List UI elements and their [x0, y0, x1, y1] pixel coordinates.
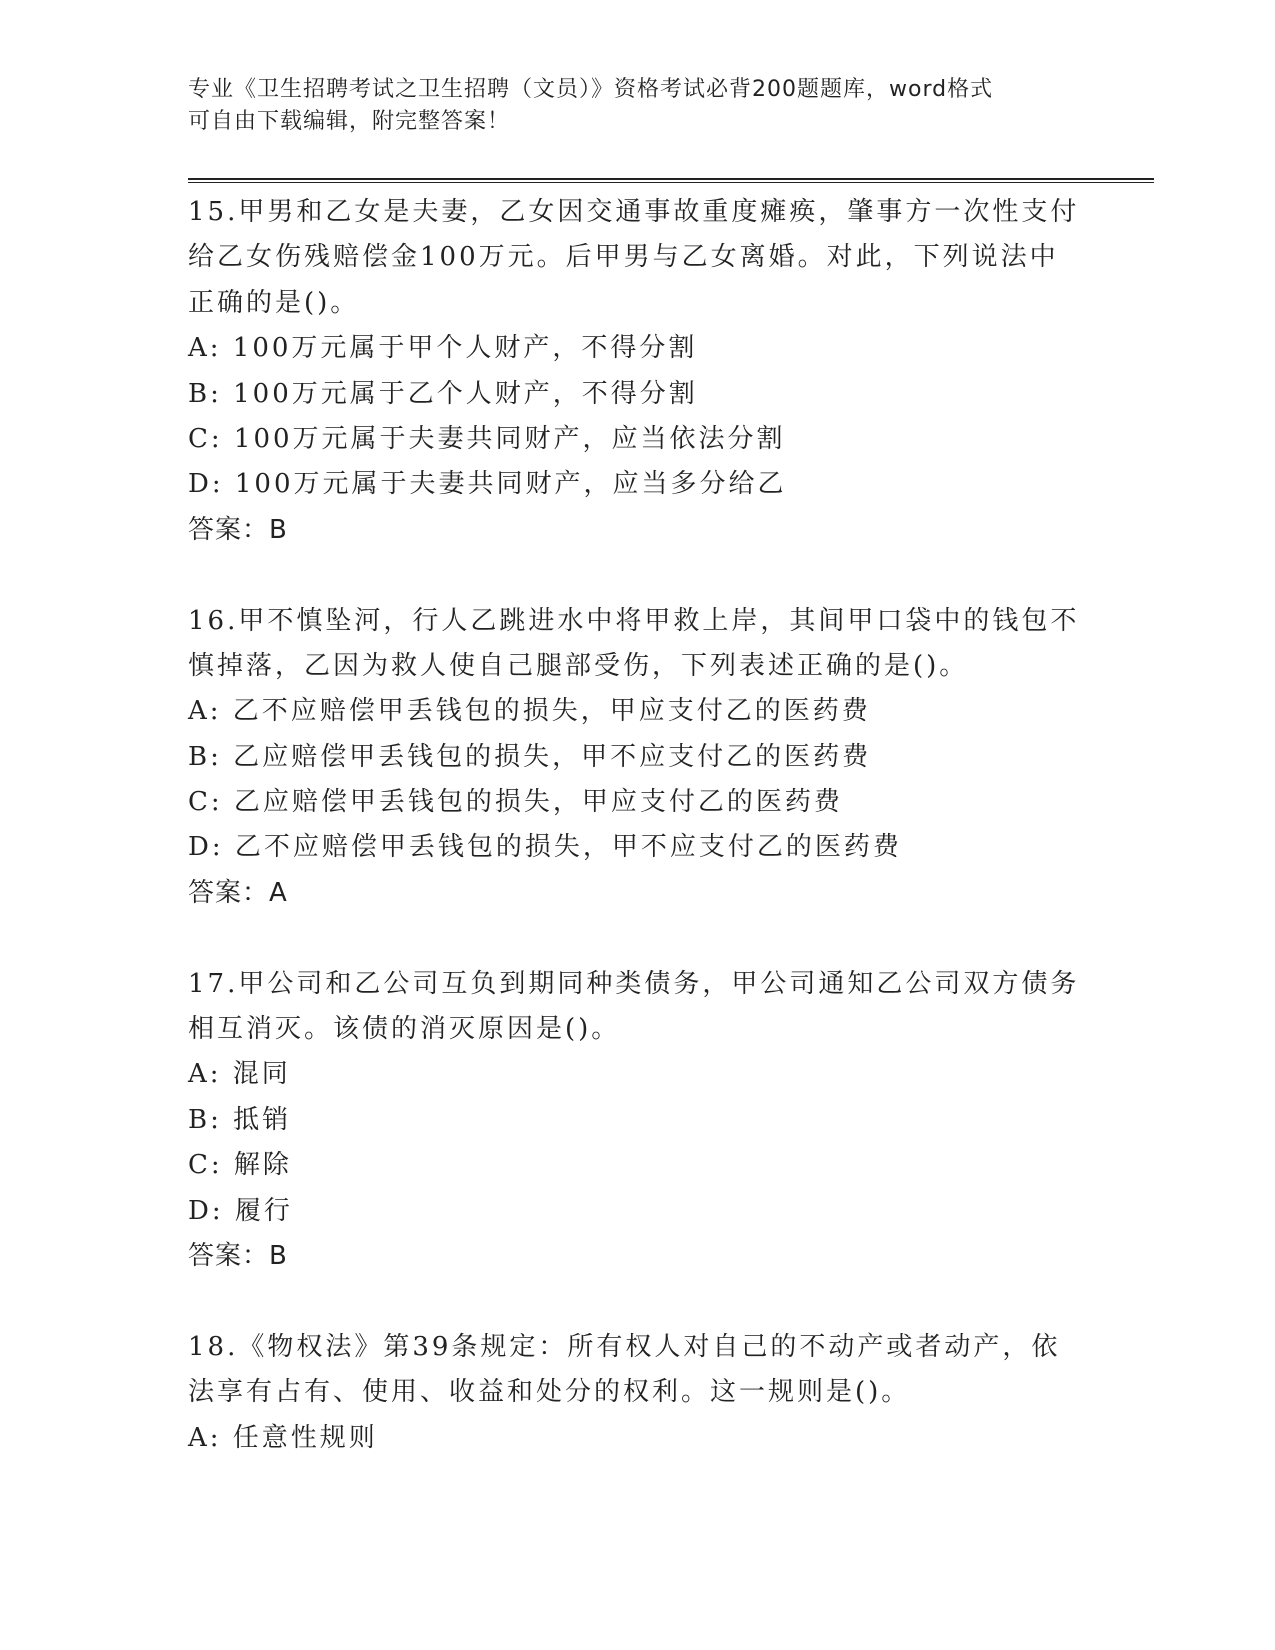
- question-list: [188, 190, 1088, 1461]
- question-15: [188, 190, 1088, 553]
- question-17-option-c: C: 解除: [188, 1150, 292, 1181]
- document-header: [188, 74, 1088, 138]
- question-15-text-line-2: 给乙女伤残赔偿金100万元。后甲男与乙女离婚。对此，下列说法中: [188, 242, 1059, 273]
- question-17-text-line-1: 17.甲公司和乙公司互负到期同种类债务，甲公司通知乙公司双方债务: [188, 968, 1080, 999]
- header-divider-thick: [188, 178, 1154, 180]
- question-17-answer: 答案：B: [188, 1240, 288, 1271]
- question-16-option-d: D: 乙不应赔偿甲丢钱包的损失，甲不应支付乙的医药费: [188, 832, 902, 863]
- question-16-option-c: C: 乙应赔偿甲丢钱包的损失，甲应支付乙的医药费: [188, 787, 843, 818]
- question-16-option-a: A: 乙不应赔偿甲丢钱包的损失，甲应支付乙的医药费: [188, 696, 871, 727]
- question-15-option-c: C: 100万元属于夫妻共同财产，应当依法分割: [188, 423, 786, 454]
- question-15-answer: 答案：B: [188, 514, 288, 545]
- question-15-text-line-3: 正确的是()。: [188, 287, 360, 318]
- question-17-text-line-2: 相互消灭。该债的消灭原因是()。: [188, 1014, 621, 1045]
- header-title-line-1: 专业《卫生招聘考试之卫生招聘（文员）》资格考试必背200题题库，word格式: [188, 77, 994, 102]
- question-spacer: [188, 1279, 1088, 1324]
- question-18: [188, 1325, 1088, 1461]
- header-title-line-2: 可自由下载编辑，附完整答案！: [188, 109, 511, 134]
- question-16-answer: 答案：A: [188, 877, 288, 908]
- question-18-text-line-1: 18.《物权法》第39条规定：所有权人对自己的不动产或者动产，依: [188, 1331, 1061, 1362]
- question-17-option-d: D: 履行: [188, 1195, 293, 1226]
- question-18-text-line-2: 法享有占有、使用、收益和处分的权利。这一规则是()。: [188, 1377, 911, 1408]
- question-16-text-line-1: 16.甲不慎坠河，行人乙跳进水中将甲救上岸，其间甲口袋中的钱包不: [188, 605, 1080, 636]
- header-divider-thin: [188, 182, 1154, 183]
- question-15-text-line-1: 15.甲男和乙女是夫妻，乙女因交通事故重度瘫痪，肇事方一次性支付: [188, 197, 1080, 227]
- question-15-option-b: B: 100万元属于乙个人财产，不得分割: [188, 378, 698, 409]
- question-16-text-line-2: 慎掉落，乙因为救人使自己腿部受伤，下列表述正确的是()。: [188, 650, 969, 681]
- question-17-option-a: A: 混同: [188, 1059, 291, 1090]
- question-18-option-a: A: 任意性规则: [188, 1422, 378, 1453]
- question-17-option-b: B: 抵销: [188, 1104, 292, 1135]
- question-17: [188, 962, 1088, 1280]
- question-spacer: [188, 916, 1088, 961]
- question-15-option-a: A: 100万元属于甲个人财产，不得分割: [188, 333, 698, 364]
- question-16-option-b: B: 乙应赔偿甲丢钱包的损失，甲不应支付乙的医药费: [188, 741, 872, 772]
- question-16: [188, 599, 1088, 917]
- question-15-option-d: D: 100万元属于夫妻共同财产，应当多分给乙: [188, 469, 787, 500]
- question-spacer: [188, 553, 1088, 598]
